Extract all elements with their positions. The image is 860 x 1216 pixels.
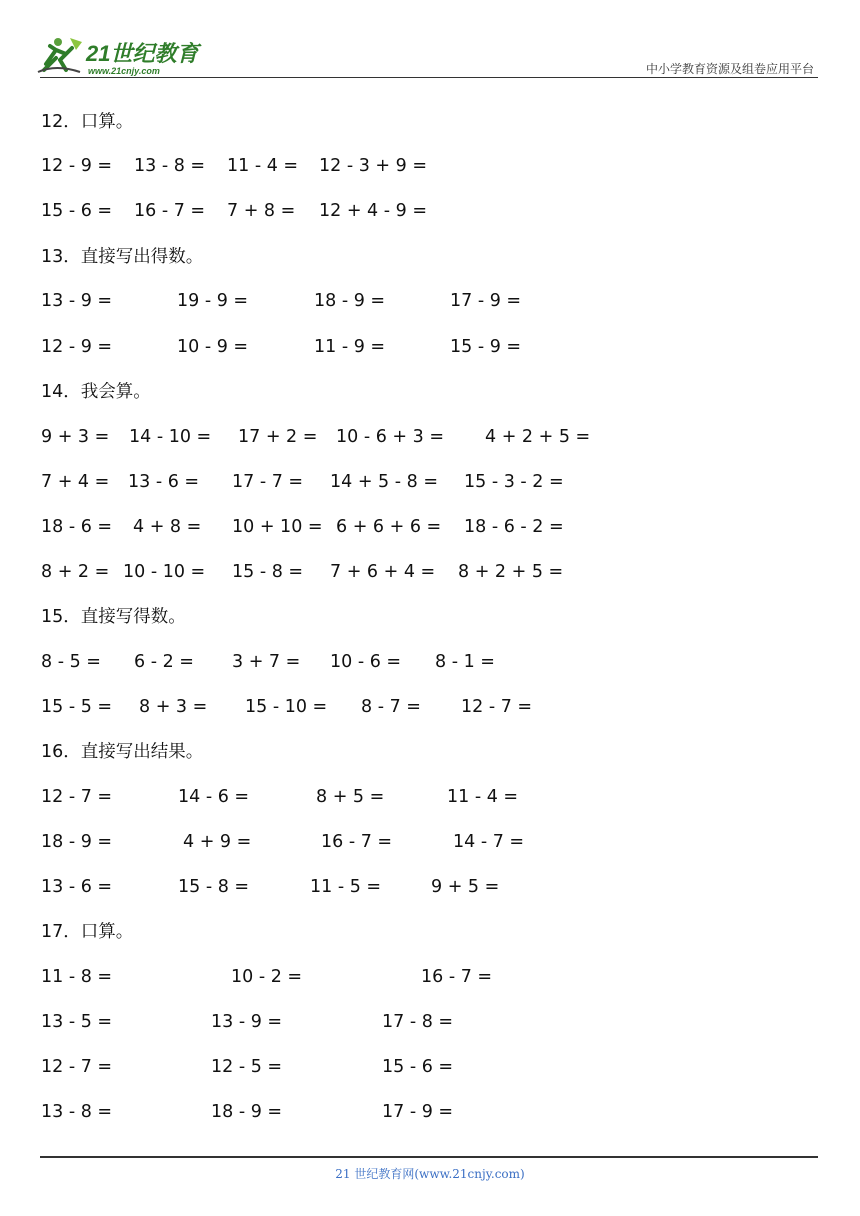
- arithmetic-problem: 12 - 9 =: [41, 156, 113, 176]
- arithmetic-problem: 10 - 2 =: [231, 967, 303, 987]
- arithmetic-problem: 14 - 6 =: [178, 787, 250, 807]
- arithmetic-problem: 8 + 3 =: [139, 697, 208, 717]
- arithmetic-problem: 14 + 5 - 8 =: [330, 472, 438, 492]
- arithmetic-problem: 6 + 6 + 6 =: [336, 517, 442, 537]
- arithmetic-problem: 15 - 3 - 2 =: [464, 472, 564, 492]
- section-heading: 13．直接写出得数。: [41, 247, 204, 267]
- arithmetic-problem: 7 + 4 =: [41, 472, 110, 492]
- problem-row: [41, 335, 841, 359]
- arithmetic-problem: 10 - 6 =: [330, 652, 402, 672]
- arithmetic-problem: 13 - 8 =: [41, 1102, 113, 1122]
- arithmetic-problem: 11 - 5 =: [310, 877, 382, 897]
- problem-row: [41, 560, 841, 584]
- arithmetic-problem: 13 - 6 =: [41, 877, 113, 897]
- footer-text: 21 世纪教育网(www.21cnjy.com): [335, 1167, 525, 1181]
- arithmetic-problem: 19 - 9 =: [177, 291, 249, 311]
- problem-row: [41, 1055, 841, 1079]
- arithmetic-problem: 15 - 10 =: [245, 697, 328, 717]
- arithmetic-problem: 4 + 9 =: [183, 832, 252, 852]
- runner-icon: [38, 38, 82, 72]
- arithmetic-problem: 17 - 9 =: [382, 1102, 454, 1122]
- arithmetic-problem: 12 - 3 + 9 =: [319, 156, 427, 176]
- arithmetic-problem: 7 + 6 + 4 =: [330, 562, 436, 582]
- arithmetic-problem: 18 - 6 - 2 =: [464, 517, 564, 537]
- arithmetic-problem: 8 - 1 =: [435, 652, 495, 672]
- arithmetic-problem: 13 - 9 =: [211, 1012, 283, 1032]
- problem-row: [41, 425, 841, 449]
- arithmetic-problem: 15 - 6 =: [382, 1057, 454, 1077]
- arithmetic-problem: 15 - 5 =: [41, 697, 113, 717]
- footer-divider: [40, 1156, 818, 1158]
- arithmetic-problem: 8 + 2 + 5 =: [458, 562, 564, 582]
- problem-row: [41, 875, 841, 899]
- arithmetic-problem: 13 - 9 =: [41, 291, 113, 311]
- arithmetic-problem: 15 - 8 =: [232, 562, 304, 582]
- site-logo: [36, 34, 206, 78]
- arithmetic-problem: 11 - 4 =: [227, 156, 299, 176]
- arithmetic-problem: 9 + 5 =: [431, 877, 500, 897]
- arithmetic-problem: 16 - 7 =: [321, 832, 393, 852]
- section-heading: 17．口算。: [41, 922, 134, 942]
- arithmetic-problem: 10 - 9 =: [177, 337, 249, 357]
- arithmetic-problem: 4 + 2 + 5 =: [485, 427, 591, 447]
- arithmetic-problem: 15 - 8 =: [178, 877, 250, 897]
- arithmetic-problem: 4 + 8 =: [133, 517, 202, 537]
- arithmetic-problem: 18 - 9 =: [314, 291, 386, 311]
- problem-row: [41, 199, 841, 223]
- arithmetic-problem: 11 - 8 =: [41, 967, 113, 987]
- arithmetic-problem: 17 + 2 =: [238, 427, 318, 447]
- section-heading: 14．我会算。: [41, 382, 151, 402]
- header-divider: [40, 77, 818, 78]
- arithmetic-problem: 8 + 5 =: [316, 787, 385, 807]
- problem-row: [41, 515, 841, 539]
- problem-row: [41, 289, 841, 313]
- arithmetic-problem: 10 + 10 =: [232, 517, 323, 537]
- problem-row: [41, 965, 841, 989]
- arithmetic-problem: 6 - 2 =: [134, 652, 194, 672]
- arithmetic-problem: 14 - 10 =: [129, 427, 212, 447]
- arithmetic-problem: 12 - 9 =: [41, 337, 113, 357]
- arithmetic-problem: 17 - 7 =: [232, 472, 304, 492]
- arithmetic-problem: 14 - 7 =: [453, 832, 525, 852]
- problem-row: [41, 785, 841, 809]
- arithmetic-problem: 13 - 6 =: [128, 472, 200, 492]
- arithmetic-problem: 17 - 8 =: [382, 1012, 454, 1032]
- arithmetic-problem: 8 - 5 =: [41, 652, 101, 672]
- section-heading: 16．直接写出结果。: [41, 742, 204, 762]
- arithmetic-problem: 17 - 9 =: [450, 291, 522, 311]
- arithmetic-problem: 18 - 9 =: [211, 1102, 283, 1122]
- problem-row: [41, 1100, 841, 1124]
- arithmetic-problem: 18 - 6 =: [41, 517, 113, 537]
- arithmetic-problem: 8 + 2 =: [41, 562, 110, 582]
- logo-text: 21世纪教育: [86, 41, 199, 66]
- problem-row: [41, 695, 841, 719]
- arithmetic-problem: 12 - 7 =: [461, 697, 533, 717]
- arithmetic-problem: 15 - 9 =: [450, 337, 522, 357]
- platform-tagline: 中小学教育资源及组卷应用平台: [645, 62, 814, 76]
- problem-row: [41, 1010, 841, 1034]
- arithmetic-problem: 12 - 7 =: [41, 787, 113, 807]
- arithmetic-problem: 11 - 9 =: [314, 337, 386, 357]
- arithmetic-problem: 9 + 3 =: [41, 427, 110, 447]
- arithmetic-problem: 12 - 7 =: [41, 1057, 113, 1077]
- problem-row: [41, 830, 841, 854]
- arithmetic-problem: 11 - 4 =: [447, 787, 519, 807]
- arithmetic-problem: 15 - 6 =: [41, 201, 113, 221]
- arithmetic-problem: 16 - 7 =: [134, 201, 206, 221]
- arithmetic-problem: 12 - 5 =: [211, 1057, 283, 1077]
- arithmetic-problem: 7 + 8 =: [227, 201, 296, 221]
- arithmetic-problem: 18 - 9 =: [41, 832, 113, 852]
- arithmetic-problem: 13 - 5 =: [41, 1012, 113, 1032]
- problem-row: [41, 650, 841, 674]
- problem-row: [41, 154, 841, 178]
- logo-url: www.21cnjy.com: [88, 66, 160, 76]
- arithmetic-problem: 8 - 7 =: [361, 697, 421, 717]
- arithmetic-problem: 16 - 7 =: [421, 967, 493, 987]
- problem-row: [41, 470, 841, 494]
- section-heading: 12．口算。: [41, 112, 134, 132]
- arithmetic-problem: 10 - 10 =: [123, 562, 206, 582]
- arithmetic-problem: 12 + 4 - 9 =: [319, 201, 427, 221]
- arithmetic-problem: 13 - 8 =: [134, 156, 206, 176]
- arithmetic-problem: 3 + 7 =: [232, 652, 301, 672]
- arithmetic-problem: 10 - 6 + 3 =: [336, 427, 444, 447]
- section-heading: 15．直接写得数。: [41, 607, 186, 627]
